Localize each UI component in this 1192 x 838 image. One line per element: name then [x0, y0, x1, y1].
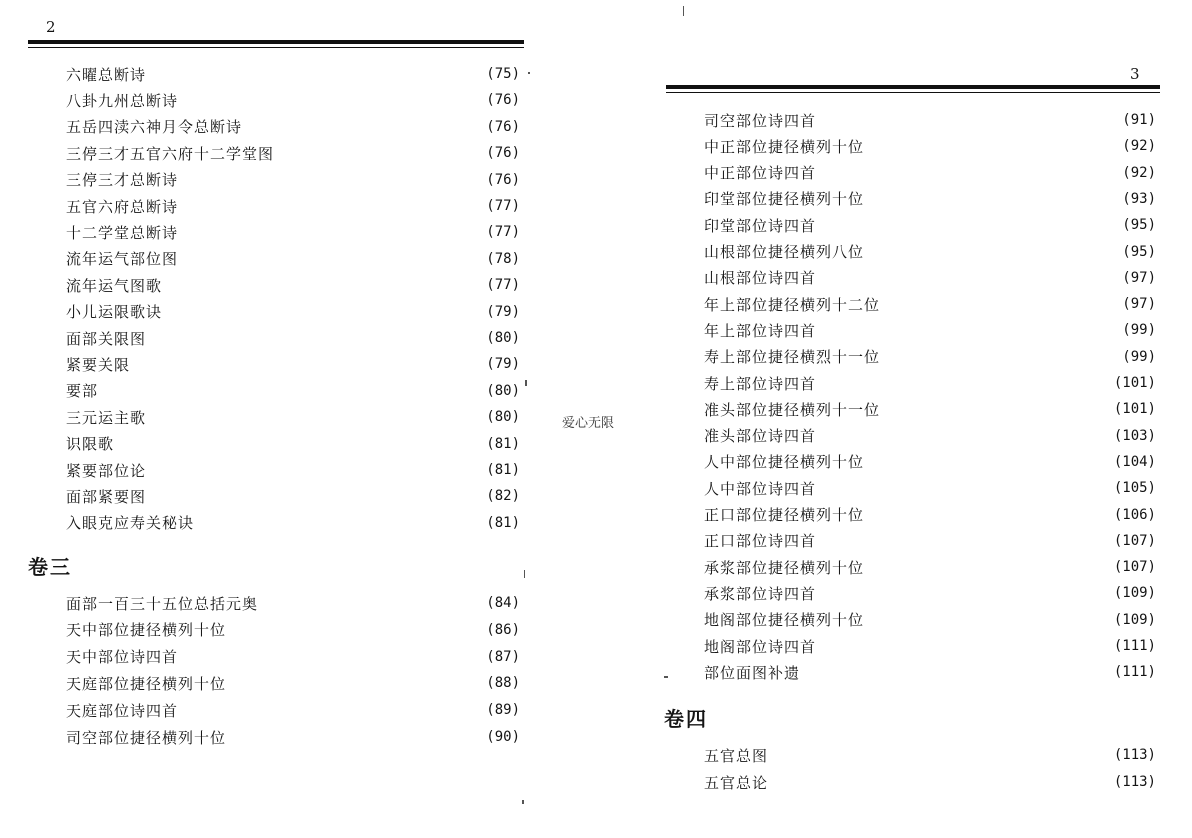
toc-entry-title: 司空部位诗四首: [704, 111, 817, 130]
toc-entry-page: (84): [486, 595, 520, 611]
toc-entry-page: (90): [486, 729, 520, 745]
dot-leader: [868, 135, 1118, 157]
dot-leader: [820, 425, 1110, 447]
toc-entry: [66, 274, 520, 296]
toc-entry: [704, 162, 1156, 184]
toc-entry-page: (99): [1122, 348, 1156, 365]
dot-leader: [150, 63, 482, 85]
toc-entry-title: 紧要关限: [66, 355, 131, 374]
toc-entry: [66, 699, 520, 721]
dot-leader: [772, 771, 1110, 793]
toc-entry-page: (95): [1122, 217, 1156, 234]
toc-entry-page: (111): [1113, 664, 1156, 681]
header-rule-thin: [666, 92, 1160, 93]
toc-entry-title: 承浆部位诗四首: [704, 584, 817, 603]
toc-entry-title: 人中部位捷径横列十位: [704, 453, 865, 472]
toc-entry: [704, 504, 1156, 526]
toc-entry-page: (76): [486, 118, 520, 135]
toc-entry: [704, 135, 1156, 157]
toc-entry-page: (109): [1113, 611, 1156, 628]
scan-speck: [664, 676, 668, 678]
dot-leader: [868, 504, 1110, 526]
toc-entry: [66, 221, 520, 243]
toc-entry-title: 天庭部位诗四首: [66, 701, 179, 720]
toc-entry-page: (107): [1113, 559, 1156, 576]
toc-entry: [66, 592, 520, 614]
dot-leader: [102, 380, 482, 402]
toc-entry-page: (93): [1122, 190, 1156, 207]
toc-entry: [66, 169, 520, 191]
toc-entry-title: 中正部位诗四首: [704, 164, 817, 183]
toc-entry-page: (106): [1113, 506, 1156, 523]
dot-leader: [118, 433, 482, 455]
toc-entry: [66, 380, 520, 402]
toc-entry: [66, 619, 520, 641]
dot-leader: [262, 592, 482, 614]
toc-entry-page: (77): [486, 224, 520, 241]
toc-entry-title: 山根部位诗四首: [704, 269, 817, 288]
dot-leader: [182, 89, 482, 111]
dot-leader: [820, 372, 1110, 394]
dot-leader: [166, 274, 482, 296]
toc-entry-title: 准头部位捷径横列十一位: [704, 400, 881, 419]
toc-entry-page: (105): [1113, 480, 1156, 497]
toc-entry: [704, 293, 1156, 315]
dot-leader: [868, 188, 1118, 210]
toc-entry: [704, 771, 1156, 793]
toc-entry-page: (104): [1113, 453, 1156, 470]
toc-entry: [704, 661, 1156, 683]
dot-leader: [804, 661, 1110, 683]
toc-entry: [704, 425, 1156, 447]
dot-leader: [820, 109, 1118, 131]
toc-entry-page: (80): [486, 382, 520, 399]
toc-entry-title: 年上部位诗四首: [704, 321, 817, 340]
toc-entry-title: 五官六府总断诗: [66, 197, 179, 216]
dot-leader: [868, 609, 1110, 631]
toc-list: [66, 592, 520, 752]
header-rule-thick: [666, 85, 1160, 89]
toc-entry-title: 正口部位捷径横列十位: [704, 506, 865, 524]
toc-entry-title: 识限歌: [66, 435, 115, 454]
toc-entry: [704, 346, 1156, 368]
left-page: [0, 0, 560, 838]
toc-entry-page: (75): [486, 66, 520, 82]
dot-leader: [150, 459, 482, 481]
dot-leader: [868, 556, 1110, 578]
dot-leader: [182, 248, 482, 270]
dot-leader: [278, 142, 482, 164]
toc-entry-title: 印堂部位诗四首: [704, 216, 817, 235]
toc-entry-title: 部位面图补遗: [704, 663, 801, 682]
dot-leader: [182, 195, 482, 217]
toc-entry-page: (76): [486, 145, 520, 162]
dot-leader: [820, 477, 1110, 499]
toc-entry-title: 三停三才总断诗: [66, 171, 179, 190]
toc-entry-title: 印堂部位捷径横列十位: [704, 190, 865, 209]
toc-entry-title: 三停三才五官六府十二学堂图: [66, 144, 275, 163]
toc-entry-title: 五官总论: [704, 773, 769, 792]
toc-entry: [704, 398, 1156, 420]
dot-leader: [820, 214, 1118, 236]
dot-leader: [182, 646, 482, 668]
toc-entry-title: 天庭部位捷径横列十位: [66, 674, 227, 693]
toc-entry-page: (95): [1122, 243, 1156, 260]
scan-speck: [525, 380, 527, 386]
toc-entry: [66, 485, 520, 507]
toc-entry-title: 寿上部位捷径横烈十一位: [704, 348, 881, 367]
toc-entry-title: 年上部位捷径横列十二位: [704, 295, 881, 314]
toc-entry-page: (79): [486, 303, 520, 320]
toc-entry-page: (92): [1122, 164, 1156, 181]
dot-leader: [198, 512, 482, 534]
toc-entry-page: (103): [1113, 427, 1156, 444]
dot-leader: [884, 293, 1118, 315]
toc-entry-title: 天中部位捷径横列十位: [66, 621, 227, 640]
toc-entry: [704, 582, 1156, 604]
toc-entry-page: (99): [1122, 322, 1156, 339]
toc-entry-page: (113): [1113, 774, 1156, 790]
dot-leader: [150, 327, 482, 349]
toc-entry-title: 面部紧要图: [66, 487, 147, 506]
toc-entry-title: 流年运气部位图: [66, 250, 179, 269]
dot-leader: [820, 267, 1118, 289]
toc-entry-title: 面部关限图: [66, 329, 147, 348]
right-page: [620, 0, 1192, 838]
header-rule-thick: [28, 40, 524, 44]
toc-entry: [66, 672, 520, 694]
toc-entry-page: (113): [1113, 747, 1156, 763]
dot-leader: [820, 582, 1110, 604]
toc-entry-title: 寿上部位诗四首: [704, 374, 817, 393]
toc-list: [66, 63, 520, 539]
dot-leader: [182, 221, 482, 243]
header-rule-thin: [28, 47, 524, 48]
toc-entry-page: (77): [486, 198, 520, 214]
toc-entry-title: 三元运主歌: [66, 408, 147, 427]
dot-leader: [868, 241, 1118, 263]
dot-leader: [166, 301, 482, 323]
toc-entry: [66, 63, 520, 85]
toc-entry-title: 承浆部位捷径横列十位: [704, 558, 865, 577]
toc-entry-page: (86): [486, 621, 520, 638]
dot-leader: [150, 406, 482, 428]
toc-entry: [704, 267, 1156, 289]
scan-speck: [522, 800, 524, 804]
toc-entry: [704, 214, 1156, 236]
toc-entry: [66, 301, 520, 323]
toc-entry-title: 正口部位诗四首: [704, 532, 817, 551]
toc-entry-title: 小儿运限歌诀: [66, 303, 163, 322]
toc-entry-page: (79): [486, 356, 520, 373]
toc-entry-page: (88): [486, 675, 520, 692]
section-heading: 卷三: [28, 555, 72, 579]
toc-entry: [704, 744, 1156, 766]
toc-entry-page: (107): [1113, 532, 1156, 549]
toc-entry-title: 天中部位诗四首: [66, 648, 179, 667]
toc-entry-page: (80): [486, 330, 520, 346]
toc-entry: [704, 451, 1156, 473]
dot-leader: [820, 635, 1110, 657]
toc-entry-title: 面部一百三十五位总括元奥: [66, 594, 259, 613]
toc-entry-title: 准头部位诗四首: [704, 427, 817, 446]
toc-entry: [704, 530, 1156, 552]
toc-entry-title: 司空部位捷径横列十位: [66, 728, 227, 747]
toc-entry: [66, 406, 520, 428]
toc-entry-page: (81): [486, 435, 520, 452]
toc-entry: [704, 556, 1156, 578]
toc-entry-title: 要部: [66, 382, 99, 401]
toc-entry-page: (111): [1113, 638, 1156, 654]
dot-leader: [150, 485, 482, 507]
dot-leader: [230, 619, 482, 641]
toc-entry: [66, 459, 520, 481]
toc-list: [704, 109, 1156, 691]
toc-entry: [66, 726, 520, 748]
dot-leader: [230, 672, 482, 694]
toc-entry-page: (109): [1113, 585, 1156, 602]
dot-leader: [820, 530, 1110, 552]
toc-entry-title: 入眼克应寿关秘诀: [66, 514, 195, 533]
scan-speck: [683, 6, 684, 16]
toc-entry-title: 山根部位捷径横列八位: [704, 243, 865, 261]
toc-entry-title: 中正部位捷径横列十位: [704, 137, 865, 156]
toc-entry-page: (76): [486, 171, 520, 188]
toc-entry: [704, 372, 1156, 394]
toc-entry-title: 地阁部位诗四首: [704, 637, 817, 656]
toc-entry: [66, 116, 520, 138]
toc-entry-page: (81): [486, 514, 520, 531]
dot-leader: [868, 451, 1110, 473]
toc-entry-title: 人中部位诗四首: [704, 479, 817, 498]
toc-entry-page: (97): [1122, 269, 1156, 286]
section-heading: 卷四: [664, 707, 708, 731]
toc-entry-title: 紧要部位论: [66, 461, 147, 480]
toc-entry: [704, 319, 1156, 341]
toc-entry-page: (101): [1113, 401, 1156, 418]
dot-leader: [246, 116, 482, 138]
toc-entry-title: 五官总图: [704, 746, 769, 765]
toc-entry: [704, 635, 1156, 657]
toc-entry-page: (77): [486, 277, 520, 294]
scan-speck: [524, 570, 525, 578]
dot-leader: [182, 169, 482, 191]
toc-entry-title: 五岳四渎六神月令总断诗: [66, 118, 243, 137]
toc-entry: [66, 646, 520, 668]
toc-entry-page: (97): [1122, 296, 1156, 313]
dot-leader: [230, 726, 482, 748]
toc-entry-page: (91): [1122, 112, 1156, 128]
dot-leader: [820, 162, 1118, 184]
toc-entry: [704, 241, 1156, 263]
toc-entry-page: (78): [486, 250, 520, 267]
toc-entry: [704, 188, 1156, 210]
toc-entry-title: 地阁部位捷径横列十位: [704, 611, 865, 630]
toc-entry: [66, 433, 520, 455]
toc-entry-page: (81): [486, 462, 520, 478]
toc-entry: [66, 195, 520, 217]
toc-entry-title: 流年运气图歌: [66, 276, 163, 295]
toc-entry-page: (92): [1122, 138, 1156, 155]
toc-entry: [704, 109, 1156, 131]
toc-entry-page: (89): [486, 702, 520, 719]
toc-entry-title: 六曜总断诗: [66, 65, 147, 84]
toc-entry: [66, 89, 520, 111]
toc-entry-page: (80): [486, 409, 520, 426]
toc-entry: [66, 142, 520, 164]
toc-entry-page: (87): [486, 648, 520, 665]
toc-entry-title: 八卦九州总断诗: [66, 91, 179, 110]
toc-entry: [66, 327, 520, 349]
dot-leader: [134, 353, 482, 375]
page-number: 2: [46, 18, 56, 36]
toc-entry-page: (82): [486, 488, 520, 505]
dot-leader: [182, 699, 482, 721]
dot-leader: [772, 744, 1110, 766]
dot-leader: [820, 319, 1118, 341]
toc-entry: [66, 248, 520, 270]
page-number: 3: [1130, 65, 1140, 83]
toc-entry-page: (76): [486, 92, 520, 109]
toc-list: [704, 744, 1156, 798]
toc-entry: [66, 512, 520, 534]
dot-leader: [884, 398, 1110, 420]
watermark-text: 爱心无限: [562, 416, 615, 431]
toc-entry: [704, 609, 1156, 631]
scan-speck: [528, 72, 530, 74]
toc-entry: [66, 353, 520, 375]
toc-entry: [704, 477, 1156, 499]
toc-entry-title: 十二学堂总断诗: [66, 223, 179, 242]
dot-leader: [884, 346, 1118, 368]
toc-entry-page: (101): [1113, 375, 1156, 391]
